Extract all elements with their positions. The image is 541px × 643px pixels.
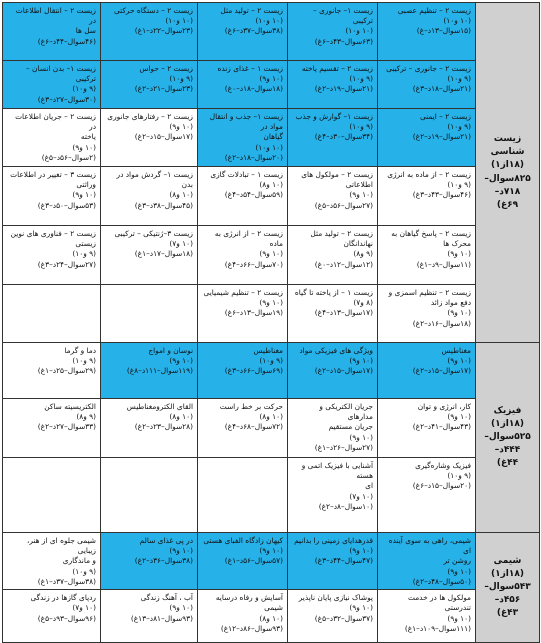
table-row — [3, 458, 540, 533]
lesson-stat: محرک ها — [443, 239, 471, 249]
lesson-cell — [198, 167, 288, 226]
lesson-stat: (۹ و۱۰) — [447, 122, 471, 132]
lesson-stat: (۲۸سوال–۲۳د–۲غ) — [134, 422, 193, 432]
lesson-stat: (۲۳سوال–۲۱د–۲غ) — [134, 84, 193, 94]
lesson-stat: دفع مواد زائد — [430, 298, 471, 308]
lesson-title: شیمی، راهی به سوی آینده ای — [388, 536, 471, 556]
lesson-stat: (۴۶سوال–۴۴د–۶غ) — [37, 36, 96, 46]
lesson-cell — [101, 61, 198, 109]
lesson-cell — [198, 285, 288, 343]
lesson-stat: (۲۱سوال–۱۹د–۲غ) — [412, 132, 471, 142]
subject-label: فیزیک (۱۸از۱) — [490, 405, 525, 429]
lesson-stat: (۱۰ و۷) — [169, 239, 193, 249]
lesson-stat: (۱۰ و۱۰) — [255, 16, 283, 26]
lesson-stat: (۱۰ و۹) — [259, 74, 283, 84]
lesson-title: آشنایی با فیزیک اتمی و هسته — [301, 461, 373, 481]
lesson-title: زیست ۱– جانوری – ترکیبی — [313, 6, 373, 26]
lesson-stat: (۲۱سوال–۱۸د–۳غ) — [412, 84, 471, 94]
lesson-title: مغناطیس — [253, 346, 283, 355]
lesson-title: ردپای گازها در زندگی — [30, 593, 96, 603]
lesson-stat: (۱۰ و۱۰) — [345, 26, 373, 36]
lesson-stat: یاخته — [80, 132, 96, 142]
lesson-cell — [288, 533, 378, 590]
lesson-cell — [3, 226, 101, 285]
table-row — [3, 285, 540, 343]
lesson-title: در پی غذای سالم — [139, 536, 193, 545]
lesson-stat: (۵۳سوال–۵۰د–۳غ) — [37, 200, 96, 210]
lesson-stat: (۱۰ و۱۰) — [255, 142, 283, 152]
lesson-cell — [101, 226, 198, 285]
lesson-title: زیست ۱– گوارش و جذب — [295, 112, 373, 121]
lesson-title: زیست ۲ – انتقال اطلاعات در — [15, 6, 96, 26]
lesson-cell — [3, 3, 101, 61]
lesson-title: فیزیک وشاره‌گیری — [415, 461, 471, 470]
lesson-title: زیست ۳–ژنتیکی – ترکیبی — [114, 229, 193, 238]
lesson-title: کیهان زادگاه الفبای هستی — [203, 536, 283, 545]
lesson-cell — [3, 167, 101, 226]
table-row — [3, 226, 540, 285]
lesson-title: زیست ۲ – فناوری های نوین — [10, 229, 96, 238]
lesson-stat: (۲۹سوال–۲۵د–۱غ) — [37, 366, 96, 376]
lesson-stat: (۱۰ و۹) — [259, 249, 283, 259]
lesson-cell — [378, 3, 476, 61]
lesson-stat: (۱۸سوال–۱۸د–۰غ) — [224, 84, 283, 94]
lesson-stat: (۱۰ و۹) — [72, 190, 96, 200]
lesson-stat: (۲۱سوال–۱۹د–۲غ) — [314, 84, 373, 94]
lesson-cell — [288, 590, 378, 643]
lesson-cell — [288, 61, 378, 109]
lesson-stat: (۹ و۸) — [76, 412, 96, 422]
lesson-cell — [378, 399, 476, 458]
lesson-title: زیست ۲ – تقسیم یاخته — [301, 64, 373, 73]
lesson-cell — [198, 343, 288, 399]
lesson-title: زیست ۲ – پاسخ گیاهان به — [391, 229, 471, 238]
lesson-stat: (۱۰ و۷) — [349, 491, 373, 501]
subject-label: ۵۲۵سوال–۴۴۴د– — [484, 431, 531, 456]
subject-header — [476, 3, 540, 343]
lesson-cell — [288, 3, 378, 61]
lesson-stat: (۲۷سوال–۵۶د–۵غ) — [314, 200, 373, 210]
lesson-title: زیست ۲ – تولید مثل — [220, 6, 283, 15]
lesson-stat: (۱۰ و۹) — [349, 356, 373, 366]
lesson-cell — [198, 399, 288, 458]
lesson-cell — [101, 167, 198, 226]
lesson-stat: (۱۱سوال–۹د–۱غ) — [416, 259, 471, 269]
lesson-stat: (۱۰سوال–۸د–۲غ) — [318, 501, 373, 511]
lesson-title: زیست ۲ – تولید مثل نهاندانگان — [310, 229, 373, 249]
lesson-stat: (۱۷سوال–۱۳د–۴غ) — [314, 308, 373, 318]
lesson-stat: (۳۸سوال–۳۷د–۱غ) — [37, 576, 96, 586]
table-row — [3, 3, 540, 61]
empty-cell — [3, 458, 101, 533]
lesson-stat: (۱۰ و۱۰) — [443, 16, 471, 26]
lesson-title: القای الکترومغناطیس — [126, 402, 193, 411]
lesson-stat: (۳۳سوال–۲۷د–۲غ) — [37, 422, 96, 432]
lesson-stat: (۳۴سوال–۳۰د–۴غ) — [314, 132, 373, 142]
subject-label: ۵۴۳سوال–۴۵۶د– — [484, 582, 531, 606]
lesson-stat: (۵۰سوال–۴۸د–۲غ) — [412, 576, 471, 586]
lesson-stat: (۳۰سوال–۲۷د–۳غ) — [37, 94, 96, 104]
lesson-stat: (۶۹سوال–۶۶د–۳غ) — [224, 366, 283, 376]
lesson-cell — [101, 590, 198, 643]
lesson-stat: (۱۰ و۹) — [447, 308, 471, 318]
table-row — [3, 399, 540, 458]
lesson-title: زیست ۲ – تنظیم شیمیایی — [203, 288, 283, 297]
lesson-title: ویژگی های فیزیکی مواد — [299, 346, 373, 355]
lesson-title: زیست ۲ – ایمنی — [420, 112, 471, 121]
lesson-stat: (۹ و۱۰) — [447, 471, 471, 481]
lesson-cell — [378, 167, 476, 226]
lessons-table-container — [2, 2, 539, 633]
lesson-cell — [288, 399, 378, 458]
lesson-stat: (۱۱۹سوال–۱۱۱د–۸غ) — [126, 366, 193, 376]
lesson-cell — [3, 343, 101, 399]
lesson-stat: جریان مستقیم — [328, 422, 373, 432]
lesson-stat: (۹ و۱۰) — [72, 356, 96, 366]
lesson-stat: (۹۶سوال–۹۳د–۵غ) — [37, 613, 96, 623]
lesson-stat: (۱۰ و۱۰) — [165, 16, 193, 26]
lesson-cell — [198, 61, 288, 109]
lesson-cell — [198, 3, 288, 61]
empty-cell — [3, 285, 101, 343]
lesson-stat: (۹ و۱۰) — [447, 180, 471, 190]
lesson-cell — [101, 343, 198, 399]
lesson-stat: (۴۳سوال–۴۱د–۲غ) — [412, 422, 471, 432]
lesson-stat: (۹۳سوال–۸۱د–۱۳غ) — [130, 613, 193, 623]
lesson-title: نوسان و امواج — [148, 346, 193, 355]
lesson-cell — [378, 226, 476, 285]
lesson-cell — [198, 533, 288, 590]
lesson-stat: (۱۰ و۹) — [169, 603, 193, 613]
lesson-title: مغناطیس — [441, 346, 471, 355]
lesson-stat: (۱۵سوال–۱۳د–غ) — [416, 26, 471, 36]
lesson-title: پوشاک نیازی پایان ناپذیر — [298, 593, 373, 603]
lesson-stat: (۱۰ و۸) — [259, 180, 283, 190]
lesson-cell — [378, 533, 476, 590]
lesson-stat: (۵۹سوال–۵۴د–۴غ) — [224, 190, 283, 200]
empty-cell — [198, 458, 288, 533]
lesson-title: زیست ۱ – تبادلات گازی — [210, 170, 283, 179]
lesson-stat: (۱۲سوال–۱۲د–۰غ) — [314, 259, 373, 269]
lesson-cell — [378, 109, 476, 167]
lesson-cell — [378, 343, 476, 399]
lesson-title: زیست ۱– گردش مواد در — [116, 170, 193, 179]
lesson-stat: (۹ و۱۰) — [72, 84, 96, 94]
lesson-stat: گیاهان — [263, 132, 283, 142]
lesson-cell — [101, 109, 198, 167]
lesson-stat: (۱۱۱سوال–۱۰۹د–۱غ) — [404, 623, 471, 633]
lesson-cell — [288, 458, 378, 533]
lesson-title: قدرهدایای زمینی را بدانیم — [294, 536, 373, 545]
lesson-stat: (۱۰ و۹) — [447, 412, 471, 422]
lesson-cell — [378, 458, 476, 533]
lesson-stat: (۹ و۱۰) — [72, 249, 96, 259]
lesson-title: جریان الکتریکی و مدارهای — [319, 402, 373, 422]
lesson-stat: (۱۹سوال–۱۳د–۶غ) — [224, 308, 283, 318]
subject-label: ۴۳غ) — [496, 608, 519, 619]
lesson-cell — [3, 590, 101, 643]
empty-cell — [101, 458, 198, 533]
lesson-stat: (۱۰ و۹) — [447, 566, 471, 576]
lesson-title: زیست ۲ – جریان اطلاعات در — [15, 112, 96, 132]
lesson-stat: (۲۰سوال–۱۵د–۶غ) — [412, 481, 471, 491]
subject-label: ۶۹غ) — [496, 199, 519, 210]
lesson-stat: (۱۰ و۹) — [447, 356, 471, 366]
lessons-table — [2, 2, 540, 643]
lesson-title: دما و گرما — [64, 346, 96, 355]
lesson-stat: (۱۰ و۹) — [349, 546, 373, 556]
lesson-cell — [198, 590, 288, 643]
lesson-stat: ای — [365, 481, 373, 491]
lesson-stat: (۱۰ و۸) — [259, 613, 283, 623]
lesson-stat: (۱۰ و۹) — [349, 603, 373, 613]
lesson-stat: (۱۰ و۸) — [169, 190, 193, 200]
lesson-stat: (۹ و۱۰) — [447, 74, 471, 84]
subject-label: ۸۲۵سوال–۷۱۸د– — [484, 173, 531, 197]
lesson-stat: سل ها — [75, 26, 96, 36]
lesson-title: زیست ۱ – غذای زنده — [217, 64, 283, 73]
lesson-cell — [101, 533, 198, 590]
lesson-title: زیست ۲ – مولکول های — [301, 170, 373, 179]
lesson-stat: (۱۰ و۹) — [169, 356, 193, 366]
lesson-stat: (۱۰ و۹) — [72, 142, 96, 152]
lesson-stat: (۴۶سوال–۴۳د–۳غ) — [412, 190, 471, 200]
lesson-stat: (۱۰ و۹) — [349, 190, 373, 200]
lesson-cell — [101, 3, 198, 61]
table-row — [3, 167, 540, 226]
lesson-cell — [288, 285, 378, 343]
lesson-title: زیست ۲ – جانوری – ترکیبی — [386, 64, 471, 73]
lesson-stat: (۱۰ و۸) — [259, 412, 283, 422]
lesson-stat: (۳۷سوال–۳۲د–۵غ) — [314, 613, 373, 623]
lesson-title: شیمی جلوه ای از هنر، زیبایی — [26, 536, 96, 556]
subject-label: زیست شناسی (۱۸از۱) — [490, 134, 525, 171]
lesson-cell — [3, 109, 101, 167]
lesson-stat: (۲۷سوال–۲۴د–۳غ) — [37, 259, 96, 269]
lesson-title: مولکول ها در خدمت تندرستی — [407, 593, 471, 613]
lesson-stat: (۱۷سوال–۱۵د–۲غ) — [314, 366, 373, 376]
lesson-title: زیست ۲ – از انرژی به ماده — [214, 229, 283, 249]
lesson-cell — [288, 167, 378, 226]
lesson-stat: (۱۰ و۹) — [447, 249, 471, 259]
table-row — [3, 109, 540, 167]
lesson-title: زیست ۲ – رفتارهای جانوری — [107, 112, 193, 121]
subject-header — [476, 533, 540, 643]
lesson-cell — [378, 590, 476, 643]
lesson-stat: (۹ و۱۰) — [259, 356, 283, 366]
lesson-stat: (۱۰ و۹) — [169, 122, 193, 132]
lesson-cell — [378, 61, 476, 109]
lesson-stat: (۱۷سوال–۱۵د–۲غ) — [412, 366, 471, 376]
lesson-stat: وراثتی — [76, 180, 96, 190]
lesson-stat: (۱۰ و۷) — [72, 603, 96, 613]
lesson-title: زیست ۲ – تنظیم اسمزی و — [388, 288, 471, 297]
lesson-stat: (۲۰سوال–۱۸د–۲غ) — [224, 152, 283, 162]
lesson-stat: (۳۸سوال–۳۶د–۲غ) — [134, 556, 193, 566]
lesson-cell — [198, 109, 288, 167]
lesson-title: زیست ۲ – از ماده به انرژی — [387, 170, 471, 179]
lesson-stat: (۹۳سوال–۸۶د–۱۲غ) — [220, 623, 283, 633]
subject-label: شیمی (۱۸از۱) — [490, 555, 525, 579]
lesson-title: زیست ۲ – تنظیم عصبی — [397, 6, 471, 15]
lesson-stat: (۸ و۷) — [353, 298, 373, 308]
lesson-stat: (۱۸سوال–۱۷د–۱غ) — [134, 249, 193, 259]
lesson-cell — [378, 285, 476, 343]
lesson-stat: (۱۰ و۹) — [447, 613, 471, 623]
lesson-stat: (۷۲سوال–۶۸د–۴غ) — [224, 422, 283, 432]
subject-label: ۴۴غ) — [496, 458, 519, 469]
lesson-title: زیست ۲ – حواس — [139, 64, 193, 73]
subject-header — [476, 343, 540, 533]
lesson-title: آسایش و رفاه درسایه شیمی — [215, 593, 283, 613]
lesson-title: آب ، آهنگ زندگی — [140, 593, 193, 603]
lesson-stat: بدن — [181, 180, 193, 190]
empty-cell — [101, 285, 198, 343]
lesson-title: زیست ۳ – تغییر در اطلاعات — [10, 170, 96, 179]
lesson-cell — [3, 399, 101, 458]
lesson-stat: زیستی — [75, 239, 96, 249]
lesson-title: حرکت بر خط راست — [219, 402, 283, 411]
table-row — [3, 533, 540, 590]
lesson-stat: (۴۵سوال–۳۸د–۳غ) — [134, 200, 193, 210]
lesson-cell — [3, 533, 101, 590]
lesson-title: زیست ۱– جذب و انتقال مواد در — [209, 112, 283, 132]
lesson-stat: (۵۷سوال–۵۶د–۱غ) — [224, 556, 283, 566]
lesson-cell — [288, 343, 378, 399]
lesson-stat: (۱۸سوال–۱۶د–۲غ) — [412, 318, 471, 328]
table-row — [3, 590, 540, 643]
lesson-stat: (۲سوال–۵۶د–۵غ) — [41, 152, 96, 162]
lesson-title: الکتریسیته ساکن — [44, 402, 96, 411]
lesson-cell — [288, 226, 378, 285]
lesson-stat: (۱۰ و۸) — [169, 412, 193, 422]
lesson-stat: (۲۳سوال–۲۲د–۱غ) — [134, 26, 193, 36]
lesson-title: زیست ۱ – از یاخته تا گیاه — [294, 288, 373, 297]
lesson-stat: (۴۷سوال–۴۴د–۳غ) — [314, 556, 373, 566]
lesson-stat: (۹ و۸) — [353, 249, 373, 259]
lesson-stat: (۷۰سوال–۶۶د–۴غ) — [224, 259, 283, 269]
lesson-stat: و ماندگاری — [62, 556, 96, 566]
lesson-cell — [288, 109, 378, 167]
lesson-cell — [3, 61, 101, 109]
lesson-stat: (۱۰ و۹) — [349, 432, 373, 442]
table-row — [3, 61, 540, 109]
lesson-stat: (۹ و۱۰) — [169, 74, 193, 84]
lesson-stat: (۱۰ و۹) — [169, 546, 193, 556]
lesson-stat: (۱۰ و۹) — [259, 298, 283, 308]
lesson-stat: روشن تر — [443, 556, 471, 566]
lesson-stat: (۶۳سوال–۴۳د–۶غ) — [314, 36, 373, 46]
lesson-stat: (۱۰ و۹) — [259, 546, 283, 556]
lesson-stat: اطلاعاتی — [345, 180, 373, 190]
lesson-stat: (۲۷سوال–۲۶د–۱غ) — [314, 442, 373, 452]
lesson-stat: (۹ و۱۰) — [72, 566, 96, 576]
table-row — [3, 343, 540, 399]
lesson-title: زیست ۲ – دستگاه حرکتی — [113, 6, 193, 15]
lesson-stat: (۱۷سوال–۱۵د–۲غ) — [134, 132, 193, 142]
lesson-cell — [198, 226, 288, 285]
lesson-title: کار، انرژی و توان — [417, 402, 471, 411]
lesson-stat: (۹ و۱۰) — [349, 74, 373, 84]
lesson-stat: (۹ و۱۰) — [349, 122, 373, 132]
lesson-stat: (۳۸سوال–۳۷د–۶غ) — [224, 26, 283, 36]
lesson-cell — [101, 399, 198, 458]
lesson-title: زیست ۱– بدن انسان – ترکیبی — [26, 64, 96, 84]
